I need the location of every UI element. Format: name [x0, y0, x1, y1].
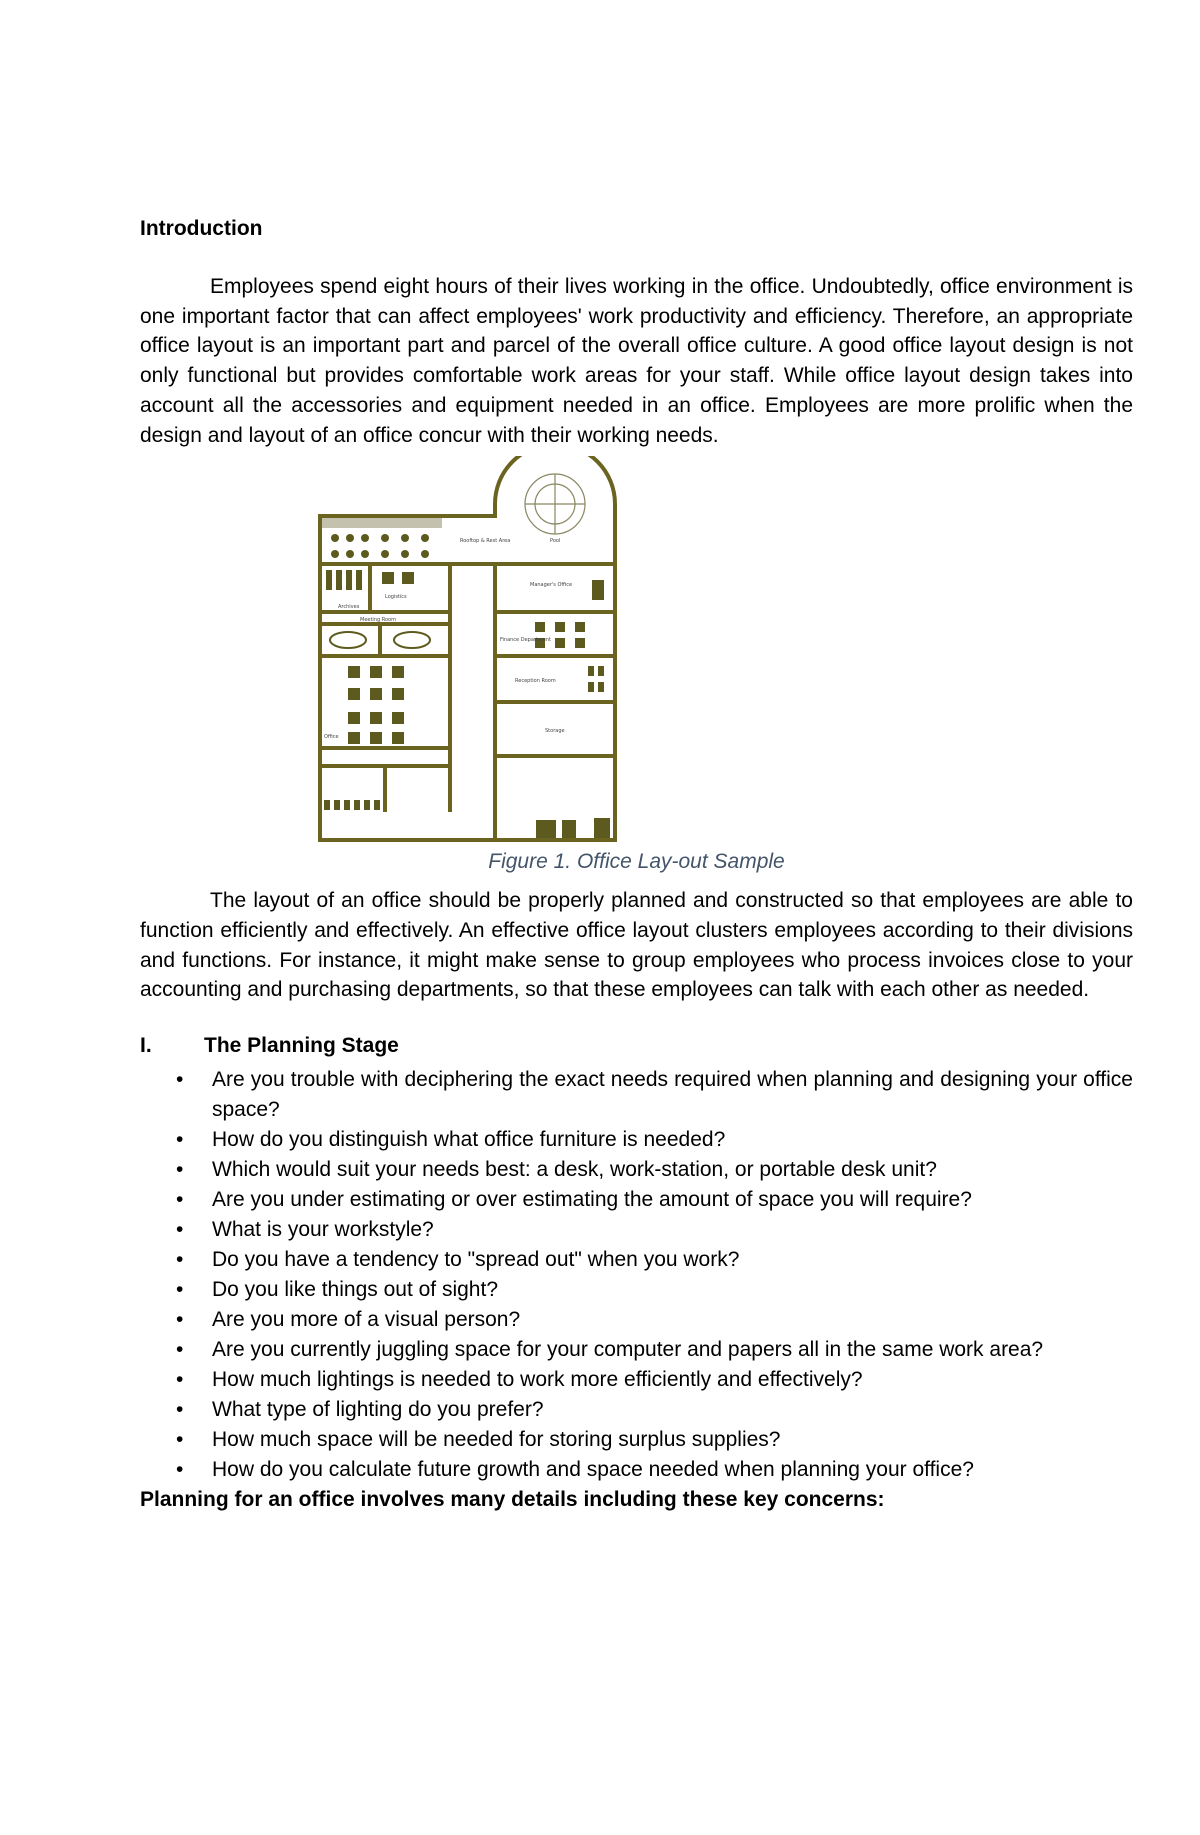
planning-closing-statement: Planning for an office involves many details including these key concerns: [140, 1487, 885, 1511]
list-item: • Do you have a tendency to "spread out" when you work? [176, 1247, 740, 1271]
room-label-finance: Finance Department [500, 637, 551, 644]
list-item: • How much space will be needed for storing surplus supplies? [176, 1427, 781, 1451]
room-label-pool: Pool [550, 538, 561, 545]
office-floorplan-image [310, 456, 650, 846]
list-item: • Do you like things out of sight? [176, 1277, 499, 1301]
document-content [140, 214, 1133, 1515]
intro-heading: Introduction [140, 217, 263, 240]
room-label-manager: Manager's Office [530, 582, 573, 589]
section-1-title: The Planning Stage [204, 1034, 399, 1058]
room-label-reception-room: Reception Room [515, 678, 556, 685]
list-item: • How do you distinguish what office furniture is needed? [176, 1127, 726, 1151]
planning-questions-list [140, 1065, 1133, 1484]
list-item: • How much lightings is needed to work more efficiently and effectively? [176, 1367, 863, 1391]
room-label-reception: Rooftop & Rest Area [460, 538, 511, 545]
room-label-logistics: Logistics [385, 594, 407, 601]
list-item: • Are you trouble with deciphering the exact needs required when planning and designing your office space? [176, 1068, 1133, 1121]
section-1-heading [140, 1031, 1133, 1061]
list-item: • What type of lighting do you prefer? [176, 1397, 544, 1421]
list-item: • Are you more of a visual person? [176, 1307, 521, 1331]
intro-paragraph: Employees spend eight hours of their lives working in the office. Undoubtedly, office environment is one important factor that can affect employees' work productivity and efficiency. Therefore, an appropriate office layout is an important part and parcel of the overall office culture. A good office layout design is not only functional but provides comfortable work areas for your staff. While office layout design takes into account all the accessories and equipment needed in an office. Employees are more prolific when the design and layout of an office concur with their working needs. [140, 275, 1133, 447]
list-item: • What is your workstyle? [176, 1217, 434, 1241]
body-paragraph: The layout of an office should be properly planned and constructed so that employees are able to function efficiently and effectively. An effective office layout clusters employees according to their divisions and functions. For instance, it might make sense to group employees who process invoices close to your accounting and purchasing departments, so that these employees can talk with each other as needed. [140, 889, 1133, 1002]
list-item: • How do you calculate future growth and space needed when planning your office? [176, 1457, 974, 1481]
room-label-meeting: Meeting Room [360, 617, 396, 624]
list-item: • Which would suit your needs best: a desk, work-station, or portable desk unit? [176, 1157, 937, 1181]
section-1-number: I. [140, 1034, 152, 1058]
list-item: • Are you under estimating or over estimating the amount of space you will require? [176, 1187, 972, 1211]
figure-office-layout [140, 450, 1133, 886]
figure-caption: Figure 1. Office Lay-out Sample [488, 850, 785, 874]
room-label-office: Office [324, 734, 339, 741]
room-label-storage: Storage [545, 728, 565, 735]
list-item: • Are you currently juggling space for your computer and papers all in the same work area? [176, 1337, 1044, 1361]
room-label-archives: Archives [338, 604, 360, 611]
floorplan-outer-wall [320, 456, 615, 840]
